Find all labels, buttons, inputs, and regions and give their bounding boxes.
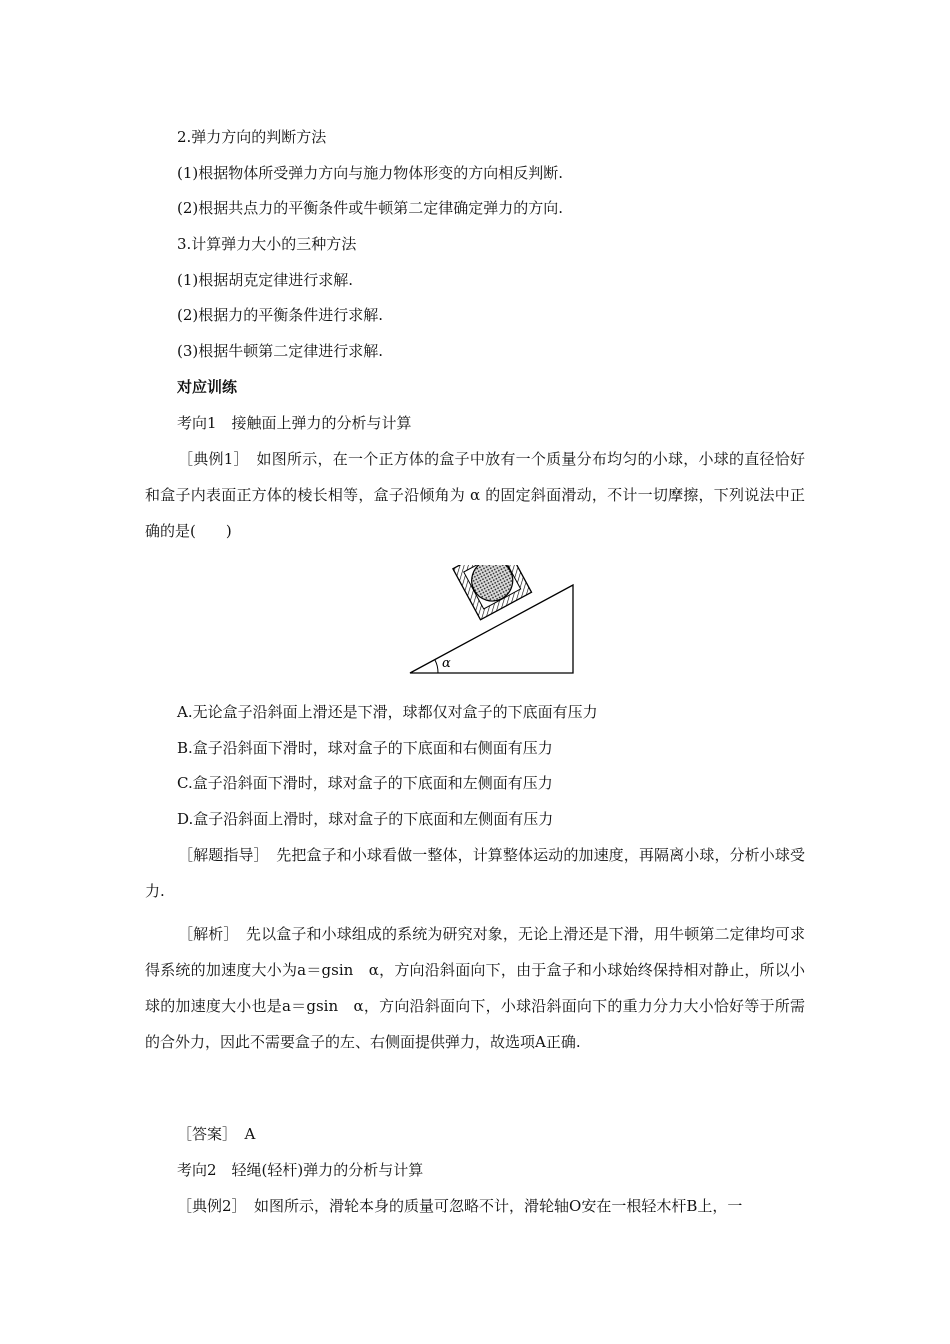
example-1-question: ［典例1］ 如图所示，在一个正方体的盒子中放有一个质量分布均匀的小球，小球的直径恰好和盒子内表面正方体的棱长相等，盒子沿倾角为 α 的固定斜面滑动，不计一切摩擦，下列说法中正确的是( ) — [145, 450, 805, 540]
method-direction-item-2: (2)根据共点力的平衡条件或牛顿第二定律确定弹力的方向. — [177, 199, 564, 217]
topic-1-heading: 考向1 接触面上弹力的分析与计算 — [177, 414, 412, 432]
option-a: A.无论盒子沿斜面上滑还是下滑，球都仅对盒子的下底面有压力 — [177, 703, 598, 721]
angle-arc — [435, 660, 438, 673]
method-magnitude-title: 3.计算弹力大小的三种方法 — [177, 235, 357, 253]
method-direction-item-1: (1)根据物体所受弹力方向与施力物体形变的方向相反判断. — [177, 164, 564, 182]
method-magnitude-item-2: (2)根据力的平衡条件进行求解. — [177, 306, 384, 324]
solution-guide: ［解题指导］ 先把盒子和小球看做一整体，计算整体运动的加速度，再隔离小球，分析小球受力. — [145, 846, 805, 900]
incline-box-figure — [408, 565, 578, 677]
option-b: B.盒子沿斜面下滑时，球对盒子的下底面和右侧面有压力 — [177, 739, 553, 757]
solution-analysis: ［解析］ 先以盒子和小球组成的系统为研究对象，无论上滑还是下滑，用牛顿第二定律均可求得系统的加速度大小为a＝gsin α，方向沿斜面向下，由于盒子和小球始终保持相对静止，所以小球的加速度大小也是a＝gsin α，方向沿斜面向下，小球沿斜面向下的重力分力大小恰好等于所需的合外力，因此不需要盒子的左、右侧面提供弹力，故选项A正确. — [145, 925, 805, 1051]
example-2-start: ［典例2］ 如图所示，滑轮本身的质量可忽略不计，滑轮轴O安在一根轻木杆B上，一 — [177, 1197, 743, 1215]
topic-2-heading: 考向2 轻绳(轻杆)弹力的分析与计算 — [177, 1161, 424, 1179]
training-heading: 对应训练 — [177, 378, 238, 396]
box — [453, 565, 532, 620]
method-direction-title: 2.弹力方向的判断方法 — [177, 128, 327, 146]
option-d: D.盒子沿斜面上滑时，球对盒子的下底面和左侧面有压力 — [177, 810, 554, 828]
method-magnitude-item-3: (3)根据牛顿第二定律进行求解. — [177, 342, 384, 360]
angle-label: α — [442, 656, 451, 671]
option-c: C.盒子沿斜面下滑时，球对盒子的下底面和左侧面有压力 — [177, 774, 553, 792]
method-magnitude-item-1: (1)根据胡克定律进行求解. — [177, 271, 354, 289]
answer: ［答案］ A — [177, 1125, 256, 1143]
